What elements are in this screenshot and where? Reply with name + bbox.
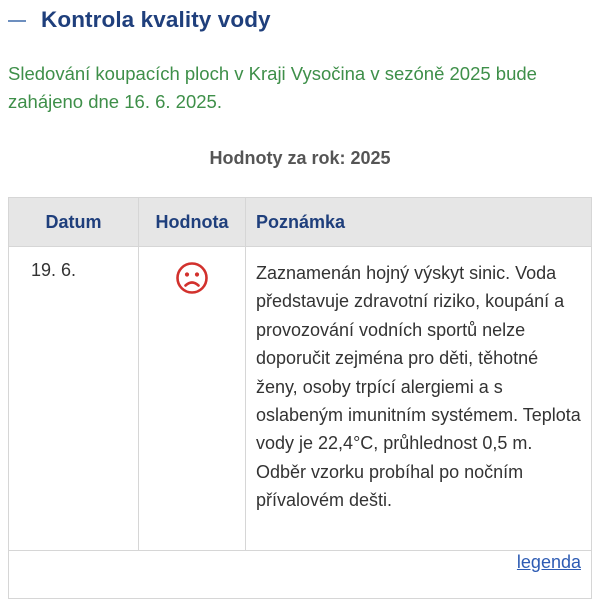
water-quality-table xyxy=(8,197,592,599)
cell-date: 19. 6. xyxy=(9,247,139,551)
cell-note: Zaznamenán hojný výskyt sinic. Voda představuje zdravotní riziko, koupání a provozování vodních sportů nelze doporučit zejména pro děti, těhotné ženy, osoby trpící alergiemi a s oslabeným imunitním systémem. Teplota vody je 22,4°C, průhlednost 0,5 m. Odběr vzorku probíhal po nočním přívalovém dešti. xyxy=(246,247,592,551)
table-caption: Hodnoty za rok: 2025 xyxy=(209,148,391,168)
page-title: Kontrola kvality vody xyxy=(41,7,271,32)
section-heading xyxy=(8,3,271,37)
heading-dash-decoration xyxy=(8,20,26,22)
table-footer-row xyxy=(9,551,592,599)
sad-face-icon xyxy=(175,261,209,295)
column-header-date: Datum xyxy=(9,198,139,247)
column-header-value: Hodnota xyxy=(139,198,246,247)
table-footer-cell xyxy=(9,551,592,599)
cell-value xyxy=(139,247,246,551)
legend-link[interactable]: legenda xyxy=(516,552,581,572)
table-header-row xyxy=(9,198,592,247)
season-intro-text: Sledování koupacích ploch v Kraji Vysočina v sezóně 2025 bude zahájeno dne 16. 6. 2025. xyxy=(8,63,537,112)
column-header-note: Poznámka xyxy=(246,198,592,247)
table-row xyxy=(9,247,592,551)
